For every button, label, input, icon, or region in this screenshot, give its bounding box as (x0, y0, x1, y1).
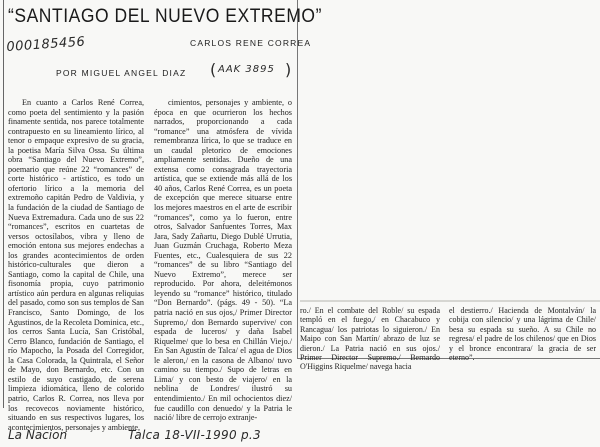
article-column-3 (300, 306, 440, 426)
handwritten-catalog-number: 000185456 (6, 34, 86, 55)
article-column-4 (449, 306, 596, 426)
article-column-2 (154, 98, 292, 423)
headline: “SANTIAGO DEL NUEVO EXTREMO” (8, 6, 322, 27)
article-column-1 (8, 98, 144, 432)
bracket-close: ) (285, 60, 292, 79)
column-2-text: cimientos, personajes y ambiente, o época en que ocurrieron los hechos narrados, proporcionando a cada “romance” una atmósfera de vívida remembranza lírica, lo que se traduce en un caudal pletorico de emociones ampliamente sentidas. Dueño de una extensa como consagrada trayectoria artística, que se extiende más allá de los 40 años, Carlos René Correa, es un poeta de excepción que merece situarse entre los mejores maestros en el arte de escribir “romances”, como ya lo fueron, entre otros, Salvador Sanfuentes Torres, Max Jara, Sady Zañartu, Diego Dublé Urrutia, Juan Guzmán Cruchaga, Roberto Meza Fuentes, etc., Cualesquiera de sus 22 “romances” de su libro “Santiago del Nuevo Extremo”, merece ser reproducido. Por ahora, deleitémonos leyendo su “romance” histórico, titulado “Don Bernardo”. (págs. 49 - 50). “La patria nació en sus ojos,/ Primer Director Supremo,/ don Bernardo supervive/ con espada de luceros/ y daña Isabel Riquelme/ que lo besa en Chillán Viejo./ En San Agustín de Talca/ el agua de Dios le aleron,/ en la casona de Albano/ tuvo camino su tiempo./ Supo de letras en Lima/ y con besto de viajero/ en la neblina de Londres/ ilustró su entendimiento./ En mil ochocientos diez/ fue caudillo con denuedo/ y la Patria le nació/ libre de cerrojo extranje- (154, 98, 292, 423)
article-byline: POR MIGUEL ANGEL DIAZ (56, 68, 187, 78)
handwritten-location-date: Talca 18-VII-1990 p.3 (128, 428, 261, 442)
clipping-edge-left (3, 0, 4, 408)
clipping-edge-step (297, 300, 298, 358)
bracket-open: ( (210, 60, 217, 79)
handwritten-publication: La Nacion (8, 428, 68, 442)
column-1-text: En cuanto a Carlos René Correa, como poeta del sentimiento y la pasión finamente sentida, nos parece totalmente contrapuesto en su lineamiento lírico, al tenor o empaque expresivo de su gracia, la poetisa María Silva Ossa. Su última obra “Santiago del Nuevo Extremo”, poemario que reúne 22 “romances” de corte histórico - artístico, es todo un ofertorio lírico a la memoria del extremoño capitán Pedro de Valdivia, y la fundación de la ciudad de Santiago de Nueva Extremadura. Cada uno de sus 22 “romances”, escritos en cuartetas de versos octosílabos, vibra y lleno de emoción entona sus mejores endechas a los grandes acontecimientos de orden histórico-culturales que dieron a Santiago, como la capital de Chile, una fisonomía propia, cuyo patrimonio artístico aún perdura en algunas reliquias del pasado, como son sus templos de San Francisco, Santo Domingo, de los Agustinos, de la Recoleta Dominica, etc., los cerros Santa Lucía, San Cristóbal, Cerro Blanco, fundación de Santiago, el río Mapocho, la Posada del Corregidor, la Casa Colorada, la Quintrala, el Señor de Mayo, don Bernardo, etc. Con un estilo de suyo castigado, de serena limpieza idiomática, lleno de colorido patrio, Carlos R. Correa, nos lleva por los recovecos noviamente histórico, situando en sus respectivos lugares, los acontecimientos, personajes y ambiente, (8, 98, 144, 432)
column-3-text: ro./ En el combate del Roble/ su espada templó en el fuego,/ en Chacabuco y Rancagua/ los patriotas lo siguieron./ En Maipo con San Martín/ abrazo de luz se dieron./ La Patria nació en sus ojos./ Primer Director Supremo./ Bernardo O'Higgins Riquelme/ navega hacia (300, 306, 440, 372)
paper-fold-mark (300, 300, 600, 302)
book-author: CARLOS RENE CORREA (190, 38, 312, 48)
handwritten-call-number: AAK 3895 (218, 64, 275, 75)
column-4-text: el destierro./ Hacienda de Montalván/ la cobija con silencio/ y una lágrima de Chile/ besa su espada su sueño. A su Chile no regresa/ el padre de los chilenos/ que en Dios y el bronce encontrara/ la gracia de ser eterno”. (449, 306, 596, 363)
